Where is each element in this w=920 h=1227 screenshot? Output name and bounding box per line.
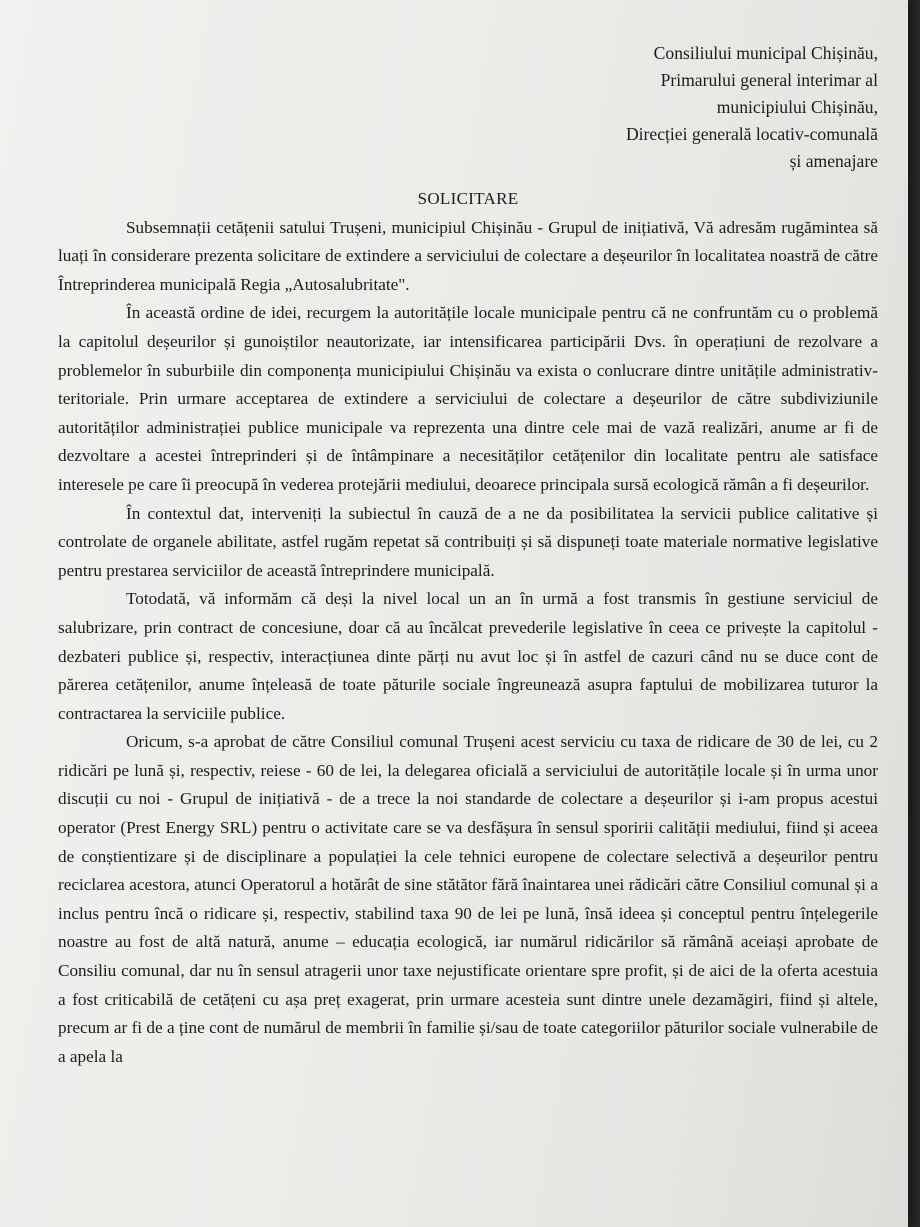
addressee-directorate	[58, 121, 878, 175]
paragraph-context: În această ordine de idei, recurgem la autoritățile locale municipale pentru că ne confruntăm cu o problemă la capitolul deșeurilor și gunoiștilor neautorizate, iar intensificarea participării Dvs. în operațiuni de rezolvare a problemelor în suburbiile din componența municipiului Chișinău va exista o conlucrare dintre unitățile administrativ-teritoriale. Prin urmare acceptarea de extindere a serviciului de colectare a deșeurilor de către subdiviziunile autorităților administrației publice municipale va reprezenta una dintre cele mai de vază realizări, anume ar fi de dezvoltare a acestei întreprinderi și de întâmpinare a necesităților cetățenilor din localitate pentru ale satisface interesele pe care îi preocupă în vederea protejării mediului, deoarece principala sursă ecologică rămân a fi deșeurilor.	[58, 303, 878, 494]
paragraph-request: În contextul dat, interveniți la subiectul în cauză de a ne da posibilitatea la servicii publice calitative și controlate de organele abilitate, astfel rugăm repetat să contribuiți și să dispuneți toate materiale normative legislative pentru prestarea serviciilor de această întreprindere municipală.	[58, 503, 878, 580]
addressee-city-council	[58, 40, 878, 67]
paragraph-intro: Subsemnații cetățenii satului Trușeni, municipiul Chișinău - Grupul de inițiativă, Vă adresăm rugămintea să luați în considerare prezenta solicitare de extindere a serviciului de colectare a deșeurilor în localitatea noastră de către Întreprinderea municipală Regia „Autosalubritate".	[58, 217, 878, 294]
addressee-line: și amenajare	[789, 151, 878, 171]
document-title: SOLICITARE	[417, 189, 519, 208]
addressee-block	[58, 40, 878, 175]
addressee-line: Primarului general interimar al	[660, 70, 878, 90]
paragraph-tax-details: Oricum, s-a aprobat de către Consiliul comunal Trușeni acest serviciu cu taxa de ridicare de 30 de lei, cu 2 ridicări pe lună și, respectiv, reiese - 60 de lei, la delegarea oficială a serviciului de autoritățile locale și în urma unor discuții cu noi - Grupul de inițiativă - de a trece la noi standarde de colectare a deșeurilor și i-am propus acestui operator (Prest Energy SRL) pentru o activitate care se va desfășura în sensul sporirii calității mediului, fiind și aceea de conștientizare și de disciplinare a populației la cele tehnici europene de colectare selectivă a deșeurilor pentru reciclarea acestora, atunci Operatorul a hotărât de sine stătător fără înaintarea unei rădicări către Consiliul comunal și a inclus pentru încă o ridicare și, respectiv, stabilind taxa 90 de lei pe lună, însă ideea și conceptul pentru înțelegerile noastre au fost de altă natură, anume – educația ecologică, iar numărul ridicărilor să rămână aceiași aprobate de Consiliu comunal, dar nu în sensul atragerii unor taxe nejustificate orientare spre profit, și de aici de la oferta acestuia a fost criticabilă de cetățeni cu așa preț exagerat, prin urmare acesteia sunt dintre unele dezamăgiri, fiind și altele, precum ar fi de a ține cont de numărul de membrii în familie și/sau de toate categoriilor păturilor sociale vulnerabile de a apela la	[58, 732, 878, 1066]
addressee-line: municipiului Chișinău,	[716, 97, 878, 117]
document-body	[58, 40, 878, 1071]
paragraph-information: Totodată, vă informăm că deși la nivel local un an în urmă a fost transmis în gestiune serviciul de salubrizare, prin contract de concesiune, doar că au încălcat prevederile legislative în ceea ce privește la capitolul - dezbateri publice și, respectiv, interacțiunea dinte părți nu avut loc și în astfel de cazuri când nu se duce cont de părerea cetățenilor, anume înțeleasă de toate păturile sociale îngreunează asupra faptului de mobilizarea tuturor la contractarea la serviciile publice.	[58, 589, 878, 723]
addressee-line: Direcției generală locativ-comunală	[625, 124, 878, 144]
addressee-mayor	[58, 67, 878, 121]
addressee-line: Consiliului municipal Chișinău,	[653, 43, 878, 63]
